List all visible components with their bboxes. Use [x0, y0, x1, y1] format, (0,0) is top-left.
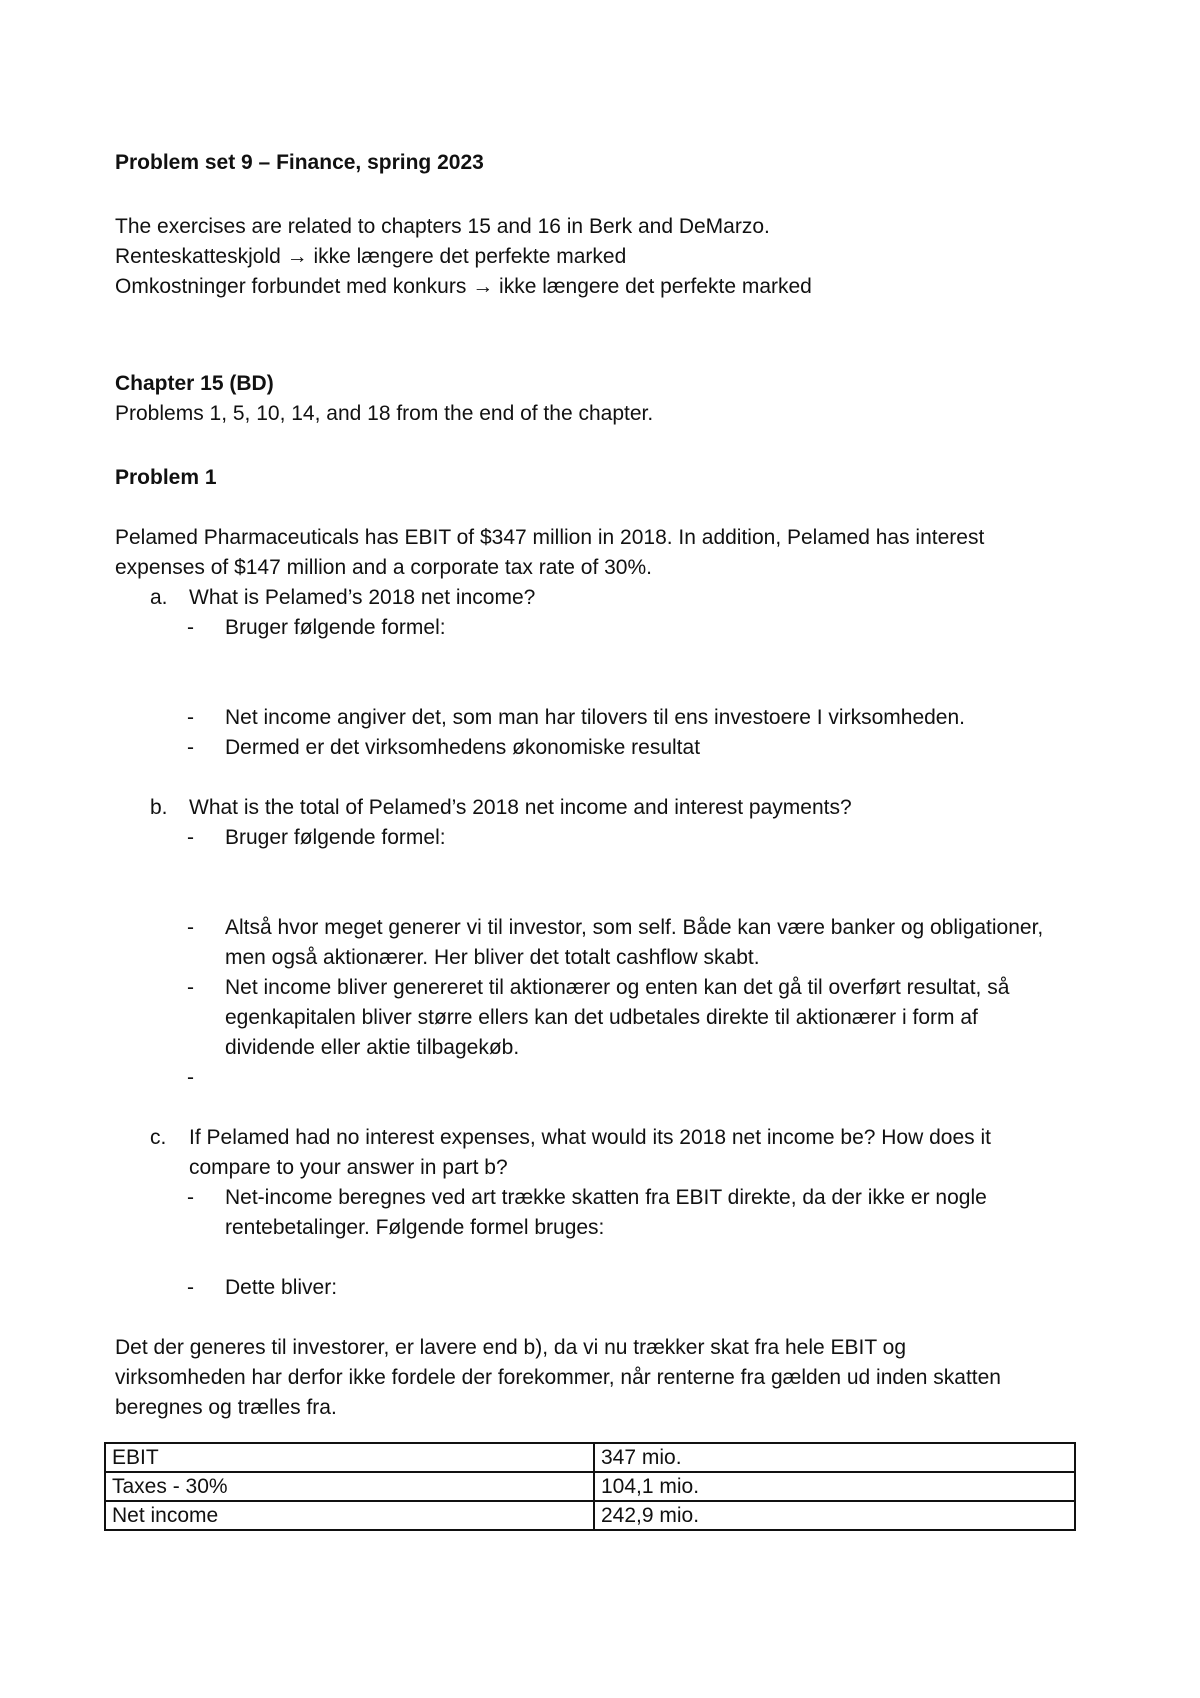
- bullet-dash: -: [187, 736, 194, 759]
- chapter-text: Problems 1, 5, 10, 14, and 18 from the end of the chapter.: [115, 402, 654, 425]
- bullet-dash-empty: -: [187, 1066, 194, 1089]
- table-cell-value: 104,1 mio.: [594, 1472, 1075, 1501]
- question-b-letter: b.: [150, 796, 168, 819]
- conclusion-line-2: virksomheden har derfor ikke fordele der forekommer, når renterne fra gælden ud inden skatten: [115, 1366, 1001, 1389]
- table-row: [105, 1501, 1075, 1530]
- c-bullet-2: Dette bliver:: [225, 1276, 338, 1299]
- c-bullet-1-line-2: rentebetalinger. Følgende formel bruges:: [225, 1216, 605, 1239]
- chapter-heading: Chapter 15 (BD): [115, 372, 274, 395]
- c-bullet-1-line-1: Net-income beregnes ved art trække skatten fra EBIT direkte, da der ikke er nogle: [225, 1186, 987, 1209]
- bullet-dash: -: [187, 616, 194, 639]
- a-bullet-1: Bruger følgende formel:: [225, 616, 446, 639]
- problem-1-heading: Problem 1: [115, 466, 217, 489]
- bullet-dash: -: [187, 976, 194, 999]
- problem-intro-line-1: Pelamed Pharmaceuticals has EBIT of $347 million in 2018. In addition, Pelamed has interest: [115, 526, 985, 549]
- bullet-dash: -: [187, 1276, 194, 1299]
- intro-line-2-text: Renteskatteskjold: [115, 245, 281, 268]
- problem-intro-line-2: expenses of $147 million and a corporate tax rate of 30%.: [115, 556, 652, 579]
- table-cell-label: EBIT: [105, 1443, 594, 1472]
- a-bullet-2: Net income angiver det, som man har tilovers til ens investoere I virksomheden.: [225, 706, 965, 729]
- table-cell-value: 242,9 mio.: [594, 1501, 1075, 1530]
- conclusion-line-3: beregnes og trælles fra.: [115, 1396, 337, 1419]
- b-bullet-1: Bruger følgende formel:: [225, 826, 446, 849]
- table-row: [105, 1443, 1075, 1472]
- bullet-dash: -: [187, 826, 194, 849]
- intro-line-3-result: ikke længere det perfekte marked: [499, 275, 812, 298]
- table-cell-label: Net income: [105, 1501, 594, 1530]
- intro-line-1: The exercises are related to chapters 15 and 16 in Berk and DeMarzo.: [115, 215, 770, 238]
- page-title: Problem set 9 – Finance, spring 2023: [115, 151, 484, 174]
- table-cell-label: Taxes - 30%: [105, 1472, 594, 1501]
- b-bullet-3-line-2: egenkapitalen bliver større ellers kan det udbetales direkte til aktionærer i form af: [225, 1006, 978, 1029]
- intro-line-3: [115, 272, 812, 302]
- question-a: What is Pelamed’s 2018 net income?: [189, 586, 536, 609]
- question-a-letter: a.: [150, 586, 168, 609]
- question-c-letter: c.: [150, 1126, 167, 1149]
- b-bullet-3-line-1: Net income bliver genereret til aktionærer og enten kan det gå til overført resultat, så: [225, 976, 1010, 999]
- results-table: [104, 1442, 1076, 1531]
- right-arrow-icon: →: [286, 245, 308, 268]
- b-bullet-2-line-2: men også aktionærer. Her bliver det totalt cashflow skabt.: [225, 946, 760, 969]
- intro-line-2: [115, 242, 626, 272]
- b-bullet-2-line-1: Altså hvor meget generer vi til investor, som self. Både kan være banker og obligationer,: [225, 916, 1044, 939]
- conclusion-line-1: Det der generes til investorer, er lavere end b), da vi nu trækker skat fra hele EBIT og: [115, 1336, 906, 1359]
- intro-line-2-result: ikke længere det perfekte marked: [313, 245, 627, 268]
- question-b: What is the total of Pelamed’s 2018 net income and interest payments?: [189, 796, 852, 819]
- question-c-line-2: compare to your answer in part b?: [189, 1156, 508, 1179]
- a-bullet-3: Dermed er det virksomhedens økonomiske resultat: [225, 736, 701, 759]
- table-cell-value: 347 mio.: [594, 1443, 1075, 1472]
- bullet-dash: -: [187, 706, 194, 729]
- question-c-line-1: If Pelamed had no interest expenses, what would its 2018 net income be? How does it: [189, 1126, 991, 1149]
- right-arrow-icon: →: [472, 275, 494, 298]
- intro-line-3-text: Omkostninger forbundet med konkurs: [115, 275, 467, 298]
- table-row: [105, 1472, 1075, 1501]
- bullet-dash: -: [187, 1186, 194, 1209]
- bullet-dash: -: [187, 916, 194, 939]
- b-bullet-3-line-3: dividende eller aktie tilbagekøb.: [225, 1036, 520, 1059]
